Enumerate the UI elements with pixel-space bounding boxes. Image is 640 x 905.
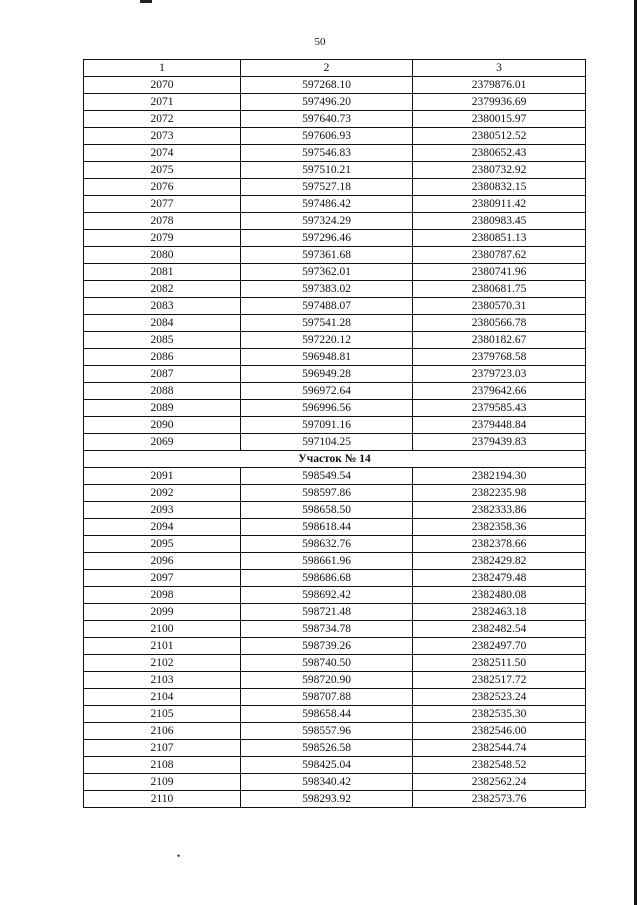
cell-point-number: 2109 [84, 774, 241, 791]
coordinates-table [83, 59, 586, 808]
cell-point-number: 2083 [84, 298, 241, 315]
cell-point-number: 2094 [84, 519, 241, 536]
cell-point-number: 2087 [84, 366, 241, 383]
page-number: 50 [314, 36, 326, 48]
cell-x-coordinate: 598597.86 [241, 485, 413, 502]
cell-x-coordinate: 596996.56 [241, 400, 413, 417]
table-row [84, 247, 586, 264]
cell-y-coordinate: 2380512.52 [413, 128, 586, 145]
cell-point-number: 2072 [84, 111, 241, 128]
cell-x-coordinate: 598739.26 [241, 638, 413, 655]
section-row [84, 451, 586, 468]
cell-y-coordinate: 2380832.15 [413, 179, 586, 196]
column-header-y: 3 [413, 60, 586, 77]
page-edge-line [634, 0, 637, 905]
cell-y-coordinate: 2382573.76 [413, 791, 586, 808]
cell-point-number: 2080 [84, 247, 241, 264]
cell-y-coordinate: 2379448.84 [413, 417, 586, 434]
table-row [84, 281, 586, 298]
cell-y-coordinate: 2380741.96 [413, 264, 586, 281]
table-row [84, 621, 586, 638]
cell-y-coordinate: 2382497.70 [413, 638, 586, 655]
cell-y-coordinate: 2379876.01 [413, 77, 586, 94]
table-row [84, 162, 586, 179]
cell-y-coordinate: 2379585.43 [413, 400, 586, 417]
cell-x-coordinate: 598618.44 [241, 519, 413, 536]
cell-y-coordinate: 2379768.58 [413, 349, 586, 366]
table-row [84, 145, 586, 162]
table-row [84, 672, 586, 689]
cell-point-number: 2084 [84, 315, 241, 332]
cell-x-coordinate: 597324.29 [241, 213, 413, 230]
cell-point-number: 2105 [84, 706, 241, 723]
cell-point-number: 2082 [84, 281, 241, 298]
table-row [84, 587, 586, 604]
cell-point-number: 2077 [84, 196, 241, 213]
cell-point-number: 2103 [84, 672, 241, 689]
table-row [84, 213, 586, 230]
cell-point-number: 2098 [84, 587, 241, 604]
cell-y-coordinate: 2380566.78 [413, 315, 586, 332]
cell-y-coordinate: 2382546.00 [413, 723, 586, 740]
cell-x-coordinate: 597640.73 [241, 111, 413, 128]
table-row [84, 94, 586, 111]
cell-y-coordinate: 2382463.18 [413, 604, 586, 621]
cell-point-number: 2104 [84, 689, 241, 706]
cell-x-coordinate: 598549.54 [241, 468, 413, 485]
cell-y-coordinate: 2382562.24 [413, 774, 586, 791]
cell-point-number: 2076 [84, 179, 241, 196]
cell-x-coordinate: 596948.81 [241, 349, 413, 366]
cell-y-coordinate: 2380983.45 [413, 213, 586, 230]
cell-y-coordinate: 2379723.03 [413, 366, 586, 383]
table-row [84, 689, 586, 706]
cell-x-coordinate: 598340.42 [241, 774, 413, 791]
table-row [84, 519, 586, 536]
cell-x-coordinate: 598740.50 [241, 655, 413, 672]
table-row [84, 468, 586, 485]
cell-x-coordinate: 598661.96 [241, 553, 413, 570]
cell-point-number: 2106 [84, 723, 241, 740]
cell-x-coordinate: 598721.48 [241, 604, 413, 621]
cell-point-number: 2074 [84, 145, 241, 162]
cell-y-coordinate: 2382535.30 [413, 706, 586, 723]
cell-y-coordinate: 2380652.43 [413, 145, 586, 162]
cell-y-coordinate: 2380182.67 [413, 332, 586, 349]
cell-point-number: 2102 [84, 655, 241, 672]
cell-x-coordinate: 597606.93 [241, 128, 413, 145]
table-row [84, 570, 586, 587]
table-row [84, 128, 586, 145]
cell-y-coordinate: 2380681.75 [413, 281, 586, 298]
table-row [84, 502, 586, 519]
cell-x-coordinate: 597361.68 [241, 247, 413, 264]
table-row [84, 723, 586, 740]
cell-x-coordinate: 597496.20 [241, 94, 413, 111]
cell-point-number: 2078 [84, 213, 241, 230]
table-row [84, 298, 586, 315]
footer-bullet: • [177, 851, 181, 861]
cell-point-number: 2071 [84, 94, 241, 111]
scan-mark [140, 0, 152, 3]
cell-y-coordinate: 2382523.24 [413, 689, 586, 706]
table-row [84, 400, 586, 417]
table-row [84, 740, 586, 757]
table-row [84, 264, 586, 281]
cell-x-coordinate: 598707.88 [241, 689, 413, 706]
cell-y-coordinate: 2382378.66 [413, 536, 586, 553]
cell-y-coordinate: 2380851.13 [413, 230, 586, 247]
table-row [84, 383, 586, 400]
table-row [84, 332, 586, 349]
table-row [84, 417, 586, 434]
cell-x-coordinate: 598658.44 [241, 706, 413, 723]
cell-x-coordinate: 598293.92 [241, 791, 413, 808]
cell-x-coordinate: 597541.28 [241, 315, 413, 332]
cell-x-coordinate: 597383.02 [241, 281, 413, 298]
cell-point-number: 2070 [84, 77, 241, 94]
cell-point-number: 2075 [84, 162, 241, 179]
cell-point-number: 2110 [84, 791, 241, 808]
cell-point-number: 2085 [84, 332, 241, 349]
cell-point-number: 2081 [84, 264, 241, 281]
cell-point-number: 2090 [84, 417, 241, 434]
table-row [84, 315, 586, 332]
cell-x-coordinate: 598686.68 [241, 570, 413, 587]
cell-point-number: 2100 [84, 621, 241, 638]
table-row [84, 706, 586, 723]
cell-point-number: 2093 [84, 502, 241, 519]
cell-y-coordinate: 2380570.31 [413, 298, 586, 315]
cell-point-number: 2079 [84, 230, 241, 247]
table-row [84, 757, 586, 774]
table-row [84, 230, 586, 247]
cell-x-coordinate: 596949.28 [241, 366, 413, 383]
cell-x-coordinate: 598425.04 [241, 757, 413, 774]
cell-y-coordinate: 2382517.72 [413, 672, 586, 689]
table-row [84, 179, 586, 196]
cell-y-coordinate: 2382544.74 [413, 740, 586, 757]
cell-x-coordinate: 598526.58 [241, 740, 413, 757]
cell-x-coordinate: 596972.64 [241, 383, 413, 400]
table-row [84, 604, 586, 621]
table-row [84, 77, 586, 94]
cell-point-number: 2073 [84, 128, 241, 145]
cell-point-number: 2096 [84, 553, 241, 570]
cell-point-number: 2092 [84, 485, 241, 502]
table-row [84, 553, 586, 570]
cell-y-coordinate: 2382511.50 [413, 655, 586, 672]
cell-y-coordinate: 2380732.92 [413, 162, 586, 179]
cell-x-coordinate: 598692.42 [241, 587, 413, 604]
table-row [84, 655, 586, 672]
cell-x-coordinate: 597296.46 [241, 230, 413, 247]
table-row [84, 638, 586, 655]
cell-point-number: 2069 [84, 434, 241, 451]
cell-x-coordinate: 598557.96 [241, 723, 413, 740]
column-header-point: 1 [84, 60, 241, 77]
table-row [84, 791, 586, 808]
cell-point-number: 2089 [84, 400, 241, 417]
cell-x-coordinate: 597510.21 [241, 162, 413, 179]
table-row [84, 434, 586, 451]
table-row [84, 536, 586, 553]
table-row [84, 774, 586, 791]
table-row [84, 111, 586, 128]
cell-y-coordinate: 2382482.54 [413, 621, 586, 638]
cell-x-coordinate: 598658.50 [241, 502, 413, 519]
cell-point-number: 2097 [84, 570, 241, 587]
cell-point-number: 2107 [84, 740, 241, 757]
cell-x-coordinate: 597104.25 [241, 434, 413, 451]
cell-y-coordinate: 2380911.42 [413, 196, 586, 213]
cell-y-coordinate: 2382480.08 [413, 587, 586, 604]
cell-y-coordinate: 2382429.82 [413, 553, 586, 570]
table-row [84, 366, 586, 383]
cell-x-coordinate: 597486.42 [241, 196, 413, 213]
cell-x-coordinate: 597546.83 [241, 145, 413, 162]
cell-y-coordinate: 2382548.52 [413, 757, 586, 774]
cell-x-coordinate: 597527.18 [241, 179, 413, 196]
cell-y-coordinate: 2379936.69 [413, 94, 586, 111]
table-header-row [84, 60, 586, 77]
cell-x-coordinate: 597268.10 [241, 77, 413, 94]
cell-x-coordinate: 598632.76 [241, 536, 413, 553]
cell-y-coordinate: 2380787.62 [413, 247, 586, 264]
cell-point-number: 2108 [84, 757, 241, 774]
cell-point-number: 2088 [84, 383, 241, 400]
cell-y-coordinate: 2382333.86 [413, 502, 586, 519]
table-row [84, 485, 586, 502]
cell-x-coordinate: 597220.12 [241, 332, 413, 349]
cell-point-number: 2101 [84, 638, 241, 655]
cell-point-number: 2091 [84, 468, 241, 485]
cell-point-number: 2086 [84, 349, 241, 366]
cell-x-coordinate: 597091.16 [241, 417, 413, 434]
cell-x-coordinate: 597488.07 [241, 298, 413, 315]
cell-x-coordinate: 597362.01 [241, 264, 413, 281]
cell-y-coordinate: 2382235.98 [413, 485, 586, 502]
section-title: Участок № 14 [84, 451, 586, 468]
table-row [84, 196, 586, 213]
cell-y-coordinate: 2380015.97 [413, 111, 586, 128]
cell-point-number: 2095 [84, 536, 241, 553]
column-header-x: 2 [241, 60, 413, 77]
cell-point-number: 2099 [84, 604, 241, 621]
cell-y-coordinate: 2379642.66 [413, 383, 586, 400]
cell-x-coordinate: 598734.78 [241, 621, 413, 638]
cell-y-coordinate: 2379439.83 [413, 434, 586, 451]
cell-y-coordinate: 2382479.48 [413, 570, 586, 587]
cell-y-coordinate: 2382358.36 [413, 519, 586, 536]
cell-y-coordinate: 2382194.30 [413, 468, 586, 485]
cell-x-coordinate: 598720.90 [241, 672, 413, 689]
table-row [84, 349, 586, 366]
